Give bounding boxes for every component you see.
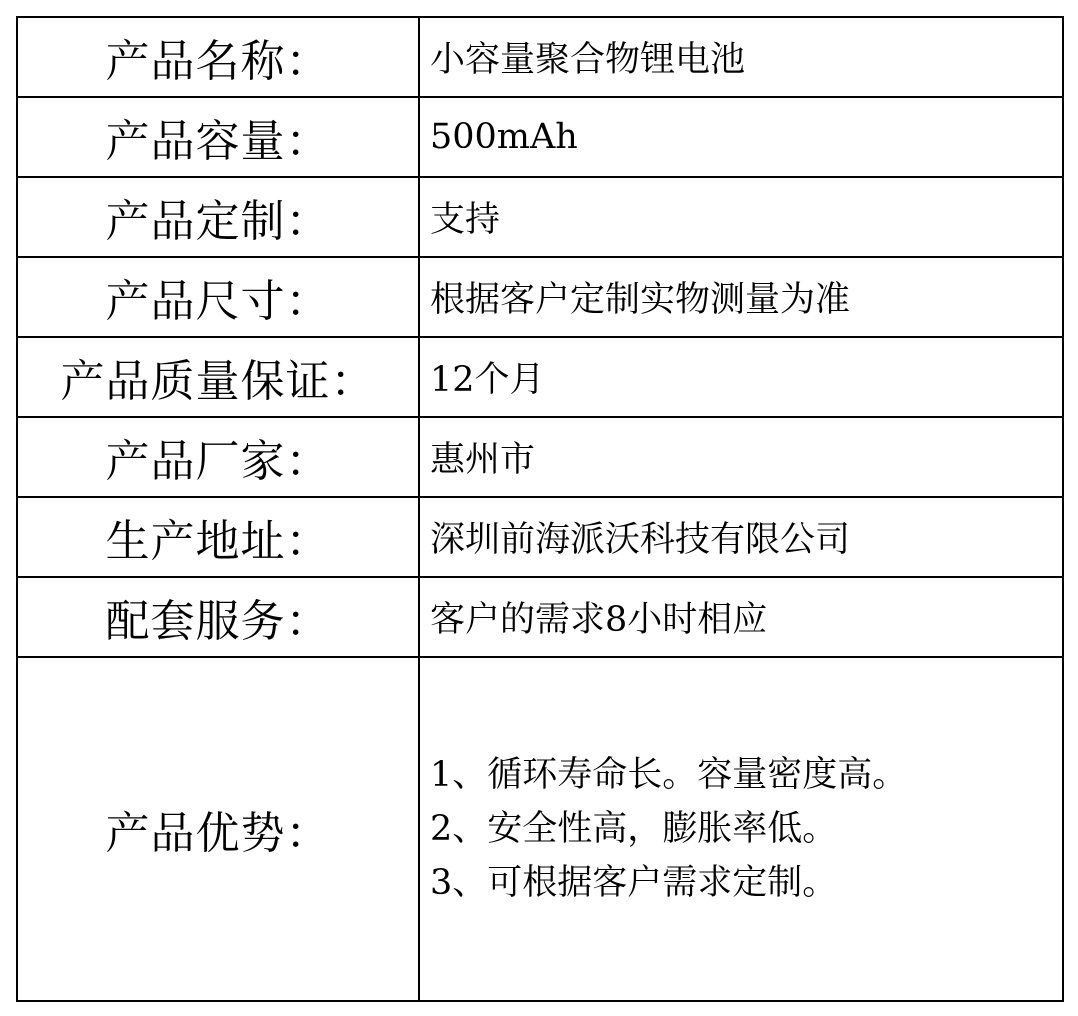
row-label: 产品质量保证： [17,337,419,417]
row-label: 产品容量： [17,97,419,177]
table-row-size [17,257,1063,337]
advantage-item: 1、循环寿命长。容量密度高。 [430,755,908,795]
row-label: 配套服务： [17,577,419,657]
table-row-advantages [17,657,1063,1001]
table-row-product-name [17,17,1063,97]
advantage-item: 2、安全性高，膨胀率低。 [430,809,838,849]
table-row-capacity [17,97,1063,177]
table-row-service [17,577,1063,657]
row-value: 惠州市 [419,417,1063,497]
row-label: 产品厂家： [17,417,419,497]
row-value: 深圳前海派沃科技有限公司 [419,497,1063,577]
row-value: 根据客户定制实物测量为准 [419,257,1063,337]
row-value: 500mAh [419,97,1063,177]
table-row-customization [17,177,1063,257]
row-label: 产品优势： [17,657,419,1001]
row-value: 支持 [419,177,1063,257]
row-label: 产品尺寸： [17,257,419,337]
row-label: 产品定制： [17,177,419,257]
row-label: 生产地址： [17,497,419,577]
advantage-item: 3、可根据客户需求定制。 [430,863,838,903]
product-spec-table [16,16,1064,1002]
table-row-warranty [17,337,1063,417]
row-value: 客户的需求8小时相应 [419,577,1063,657]
advantages-list [419,657,1063,1001]
row-value: 小容量聚合物锂电池 [419,17,1063,97]
row-label: 产品名称： [17,17,419,97]
table-row-manufacturer [17,417,1063,497]
row-value: 12个月 [419,337,1063,417]
table-row-address [17,497,1063,577]
